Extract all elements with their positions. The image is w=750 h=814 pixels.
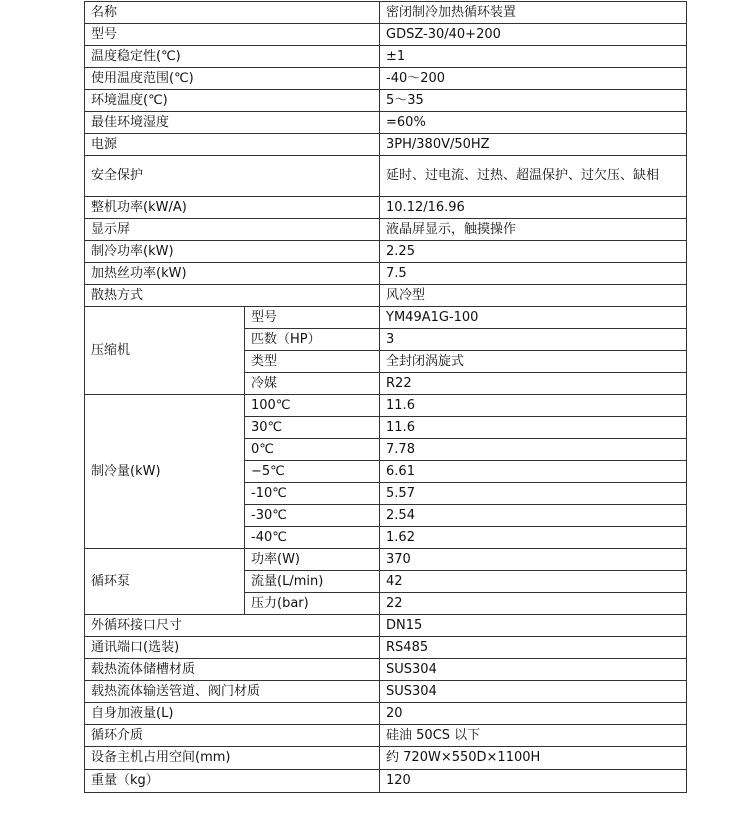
table-row xyxy=(85,770,687,793)
row-label: 自身加液量(L) xyxy=(85,703,380,725)
row-value: 22 xyxy=(380,593,687,615)
table-row xyxy=(85,24,687,46)
row-label: 散热方式 xyxy=(85,285,380,307)
sub-label: 30℃ xyxy=(245,417,380,439)
row-value: 硅油 50CS 以下 xyxy=(380,725,687,747)
sub-label: 压力(bar) xyxy=(245,593,380,615)
sub-label: -10℃ xyxy=(245,483,380,505)
row-value: R22 xyxy=(380,373,687,395)
group-label-cooling: 制冷量(kW) xyxy=(85,395,245,549)
table-row xyxy=(85,285,687,307)
row-label: 加热丝功率(kW) xyxy=(85,263,380,285)
row-value: 120 xyxy=(380,770,687,793)
row-label: 通讯端口(选装) xyxy=(85,637,380,659)
row-label: 电源 xyxy=(85,134,380,156)
row-value: 5.57 xyxy=(380,483,687,505)
row-value: 密闭制冷加热循环装置 xyxy=(380,2,687,24)
row-value: DN15 xyxy=(380,615,687,637)
spec-table xyxy=(84,1,687,793)
row-label: 环境温度(℃) xyxy=(85,90,380,112)
sub-label: 100℃ xyxy=(245,395,380,417)
row-value: 7.5 xyxy=(380,263,687,285)
row-label: 显示屏 xyxy=(85,219,380,241)
row-value: 3PH/380V/50HZ xyxy=(380,134,687,156)
group-label-compressor: 压缩机 xyxy=(85,307,245,395)
row-label: 循环介质 xyxy=(85,725,380,747)
row-value: 3 xyxy=(380,329,687,351)
row-value: 11.6 xyxy=(380,395,687,417)
sub-label: −5℃ xyxy=(245,461,380,483)
row-value: 约 720W×550D×1100H xyxy=(380,747,687,770)
table-row xyxy=(85,263,687,285)
table-row xyxy=(85,637,687,659)
table-row xyxy=(85,90,687,112)
group-label-pump: 循环泵 xyxy=(85,549,245,615)
row-value: =60% xyxy=(380,112,687,134)
table-row xyxy=(85,2,687,24)
row-label: 使用温度范围(℃) xyxy=(85,68,380,90)
row-value: 370 xyxy=(380,549,687,571)
table-row xyxy=(85,747,687,770)
row-value: 6.61 xyxy=(380,461,687,483)
sub-label: 型号 xyxy=(245,307,380,329)
row-value: SUS304 xyxy=(380,681,687,703)
row-label: 载热流体储槽材质 xyxy=(85,659,380,681)
row-value: 全封闭涡旋式 xyxy=(380,351,687,373)
table-row xyxy=(85,156,687,197)
table-row xyxy=(85,219,687,241)
row-label: 设备主机占用空间(mm) xyxy=(85,747,380,770)
table-row xyxy=(85,68,687,90)
sub-label: 流量(L/min) xyxy=(245,571,380,593)
table-row xyxy=(85,134,687,156)
row-value: RS485 xyxy=(380,637,687,659)
table-row xyxy=(85,46,687,68)
row-value: 20 xyxy=(380,703,687,725)
sub-label: 类型 xyxy=(245,351,380,373)
table-row xyxy=(85,681,687,703)
row-value: 10.12/16.96 xyxy=(380,197,687,219)
sub-label: -30℃ xyxy=(245,505,380,527)
table-row xyxy=(85,395,687,417)
row-label: 重量（kg） xyxy=(85,770,380,793)
row-label: 安全保护 xyxy=(85,156,380,197)
row-value: SUS304 xyxy=(380,659,687,681)
sub-label: 匹数（HP） xyxy=(245,329,380,351)
row-label: 载热流体输送管道、阀门材质 xyxy=(85,681,380,703)
table-row xyxy=(85,725,687,747)
table-row xyxy=(85,703,687,725)
row-value: ±1 xyxy=(380,46,687,68)
row-label: 名称 xyxy=(85,2,380,24)
row-label: 最佳环境湿度 xyxy=(85,112,380,134)
table-row xyxy=(85,659,687,681)
table-row xyxy=(85,197,687,219)
row-value: 液晶屏显示，触摸操作 xyxy=(380,219,687,241)
table-row xyxy=(85,241,687,263)
row-value: GDSZ-30/40+200 xyxy=(380,24,687,46)
sub-label: 冷媒 xyxy=(245,373,380,395)
row-value: YM49A1G-100 xyxy=(380,307,687,329)
row-value: 2.54 xyxy=(380,505,687,527)
table-row xyxy=(85,307,687,329)
row-value: 1.62 xyxy=(380,527,687,549)
row-value: 2.25 xyxy=(380,241,687,263)
table-row xyxy=(85,112,687,134)
sub-label: 0℃ xyxy=(245,439,380,461)
row-label: 整机功率(kW/A) xyxy=(85,197,380,219)
table-row xyxy=(85,549,687,571)
row-value: 7.78 xyxy=(380,439,687,461)
row-value: -40～200 xyxy=(380,68,687,90)
row-label: 温度稳定性(℃) xyxy=(85,46,380,68)
row-label: 制冷功率(kW) xyxy=(85,241,380,263)
sub-label: -40℃ xyxy=(245,527,380,549)
row-label: 型号 xyxy=(85,24,380,46)
sub-label: 功率(W) xyxy=(245,549,380,571)
row-value: 延时、过电流、过热、超温保护、过欠压、缺相 xyxy=(380,156,687,197)
table-row xyxy=(85,615,687,637)
row-label: 外循环接口尺寸 xyxy=(85,615,380,637)
row-value: 风冷型 xyxy=(380,285,687,307)
row-value: 5～35 xyxy=(380,90,687,112)
row-value: 11.6 xyxy=(380,417,687,439)
row-value: 42 xyxy=(380,571,687,593)
